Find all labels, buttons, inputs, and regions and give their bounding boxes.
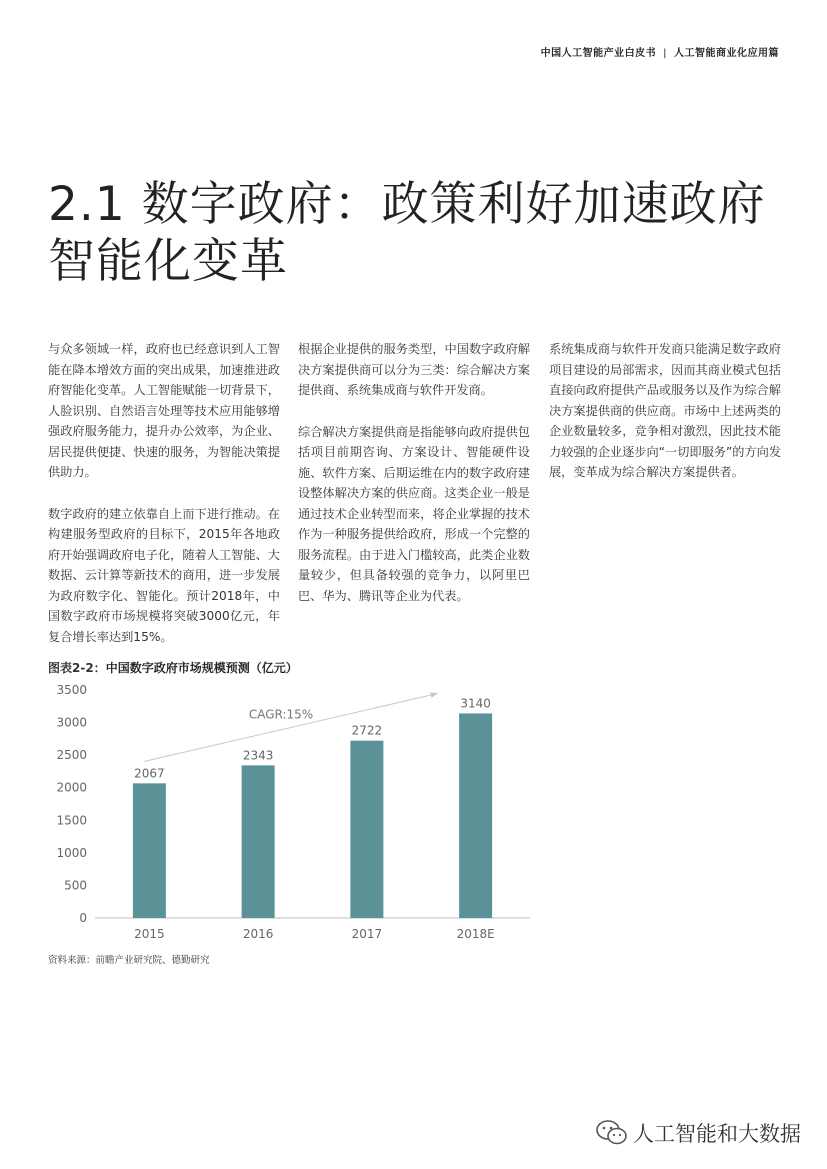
text-column-3: [549, 339, 781, 504]
paragraph: 综合解决方案提供商是指能够向政府提供包括项目前期咨询、方案设计、智能硬件设施、软件方案、后期运维在内的数字政府建设整体解决方案的供应商。这类企业一般是通过技术企业转型而来，将企业掌握的技术作为一种服务提供给政府，形成一个完整的服务流程。由于进入门槛较高，此类企业数量较少，但具备较强的竞争力，以阿里巴巴、华为、腾讯等企业为代表。: [298, 424, 530, 603]
cagr-arrowhead: [430, 692, 437, 698]
chart-label-text: 中国数字政府市场规模预测（亿元）: [105, 661, 298, 675]
cagr-arrow-line: [144, 693, 437, 761]
y-tick-label: 2500: [56, 748, 87, 763]
data-label: 3140: [460, 696, 491, 711]
header-separator: |: [663, 48, 668, 59]
paragraph: 系统集成商与软件开发商只能满足数字政府项目建设的局部需求，因而其商业模式包括直接向政府提供产品或服务以及作为综合解决方案提供商的供应商。市场中上述两类的企业数量较多，竞争相对激烈，因此技术能力较强的企业逐步向“一切即服务”的方向发展，变革成为综合解决方案提供者。: [549, 342, 782, 479]
bar-chart: [40, 680, 540, 945]
data-label: 2722: [351, 723, 383, 738]
header-left: 中国人工智能产业白皮书: [540, 48, 657, 59]
y-tick-label: 1000: [56, 845, 87, 860]
y-tick-label: 3000: [56, 715, 87, 730]
data-label: 2067: [134, 766, 165, 781]
x-tick-label: 2015: [134, 927, 165, 941]
bar-2015: [133, 783, 166, 918]
watermark-text: 人工智能和大数据: [633, 1122, 801, 1146]
x-tick-label: 2017: [351, 927, 383, 941]
page-title: 2.1 数字政府：政策利好加速政府智能化变革: [48, 177, 766, 289]
chart-label-prefix: 图表2-2：: [48, 661, 106, 675]
y-tick-label: 3500: [56, 683, 87, 697]
data-label: 2343: [242, 748, 274, 763]
paragraph: 数字政府的建立依靠自上而下进行推动。在构建服务型政府的目标下，2015年各地政府开始强调政府电子化，随着人工智能、大数据、云计算等新技术的商用，进一步发展为政府数字化、智能化。预计2018年，中国数字政府市场规模将突破3000亿元，年复合增长率达到15%。: [48, 506, 280, 644]
header-right: 人工智能商业化应用篇: [674, 48, 779, 59]
running-header: [541, 44, 779, 59]
chart-title: [48, 659, 298, 676]
text-column-2: [298, 339, 530, 627]
cagr-annotation: CAGR:15%: [248, 707, 314, 722]
x-tick-label: 2018E: [456, 927, 495, 941]
y-tick-label: 500: [64, 878, 87, 893]
paragraph: 与众多领域一样，政府也已经意识到人工智能在降本增效方面的突出成果，加速推进政府智能化变革。人工智能赋能一切背景下，人脸识别、自然语言处理等技术应用能够增强政府服务能力，提升办公效率，为企业、居民提供便捷、快速的服务，为智能决策提供助力。: [48, 342, 280, 479]
bar-2016: [242, 765, 275, 918]
y-tick-label: 1500: [56, 813, 87, 828]
y-tick-label: 0: [79, 911, 87, 925]
y-tick-label: 2000: [56, 780, 87, 795]
bar-2017: [350, 741, 383, 918]
paragraph: 根据企业提供的服务类型，中国数字政府解决方案提供商可以分为三类：综合解决方案提供商、系统集成商与软件开发商。: [298, 342, 530, 397]
text-column-1: [48, 339, 280, 668]
wechat-icon: [595, 1119, 629, 1147]
bar-2018E: [459, 713, 492, 918]
watermark: [595, 1118, 801, 1148]
x-tick-label: 2016: [242, 927, 274, 941]
source-note: 资料来源：前瞻产业研究院、德勤研究: [48, 955, 210, 966]
